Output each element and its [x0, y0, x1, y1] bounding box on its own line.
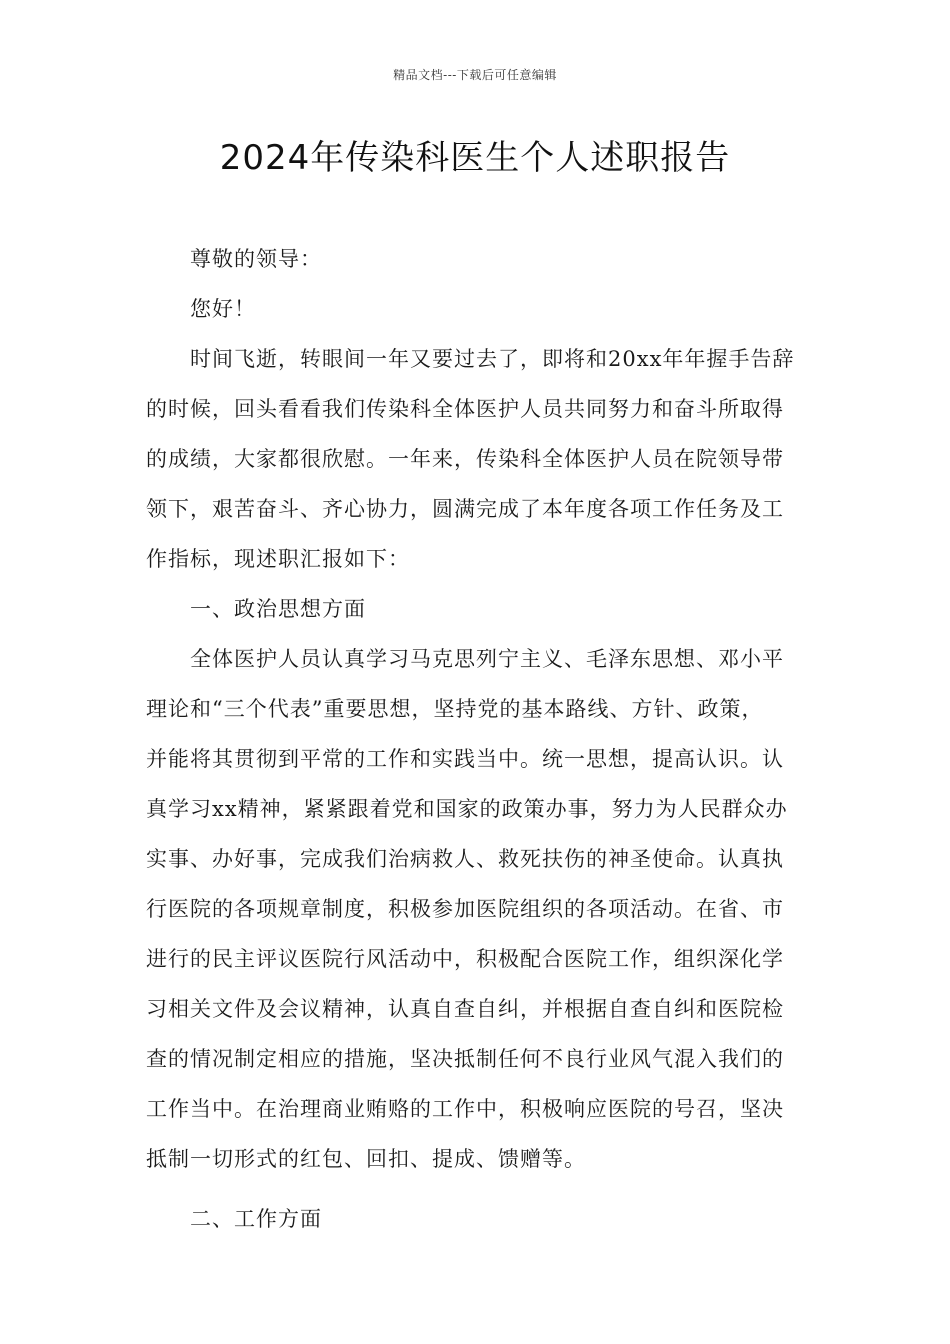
paragraph-line: 查的情况制定相应的措施，坚决抵制任何不良行业风气混入我们的 [146, 1047, 784, 1071]
section-heading-work: 二、工作方面 [190, 1207, 322, 1231]
document-title: 2024年传染科医生个人述职报告 [219, 138, 731, 178]
paragraph-line: 进行的民主评议医院行风活动中，积极配合医院工作，组织深化学 [146, 947, 784, 971]
paragraph-line: 作指标，现述职汇报如下： [146, 547, 410, 571]
section-heading-politics: 一、政治思想方面 [190, 597, 366, 621]
paragraph-line: 的成绩，大家都很欣慰。一年来，传染科全体医护人员在院领导带 [146, 447, 784, 471]
paragraph-line: 实事、办好事，完成我们治病救人、救死扶伤的神圣使命。认真执 [146, 847, 784, 871]
paragraph-line: 抵制一切形式的红包、回扣、提成、馈赠等。 [146, 1147, 586, 1171]
paragraph-gap [146, 1184, 806, 1194]
paragraph-line: 习相关文件及会议精神，认真自查自纠，并根据自查自纠和医院检 [146, 997, 784, 1021]
paragraph-line: 并能将其贯彻到平常的工作和实践当中。统一思想，提高认识。认 [146, 747, 784, 771]
paragraph-line: 领下，艰苦奋斗、齐心协力，圆满完成了本年度各项工作任务及工 [146, 497, 784, 521]
paragraph-line: 真学习xx精神，紧紧跟着党和国家的政策办事，努力为人民群众办 [146, 797, 788, 821]
header-note: 精品文档---下载后可任意编辑 [393, 68, 557, 82]
document-body [146, 234, 806, 1244]
salutation: 尊敬的领导： [190, 247, 322, 271]
paragraph-line: 的时候，回头看看我们传染科全体医护人员共同努力和奋斗所取得 [146, 397, 784, 421]
greeting: 您好！ [190, 297, 256, 321]
paragraph-line: 时间飞逝，转眼间一年又要过去了，即将和20xx年年握手告辞 [190, 347, 795, 371]
paragraph-line: 工作当中。在治理商业贿赂的工作中，积极响应医院的号召，坚决 [146, 1097, 784, 1121]
paragraph-line: 全体医护人员认真学习马克思列宁主义、毛泽东思想、邓小平 [190, 647, 784, 671]
paragraph-line: 行医院的各项规章制度，积极参加医院组织的各项活动。在省、市 [146, 897, 784, 921]
paragraph-line: 理论和“三个代表”重要思想，坚持党的基本路线、方针、政策， [146, 697, 764, 721]
